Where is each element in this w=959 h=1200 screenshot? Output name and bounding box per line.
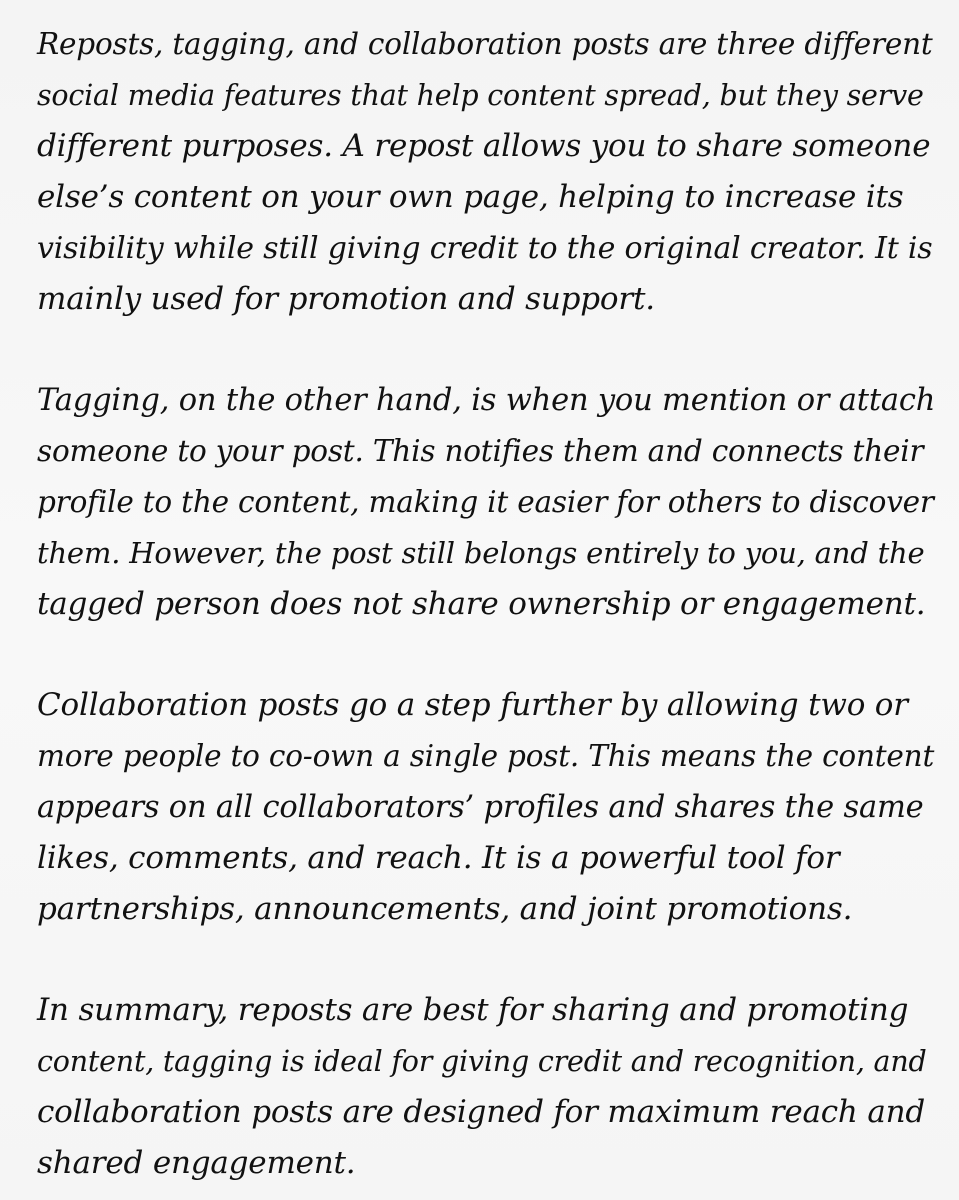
text-line: tagged person does not share ownership or engagement. xyxy=(37,586,926,622)
text-line: more people to co-own a single post. This means the content xyxy=(37,739,935,773)
paragraph-reposts xyxy=(37,19,937,325)
paragraph-summary xyxy=(37,985,937,1189)
text-line: them. However, the post still belongs entirely to you, and the xyxy=(37,536,925,570)
text-line: Reposts, tagging, and collaboration posts are three different xyxy=(37,27,933,61)
paragraph-tagging xyxy=(37,375,937,630)
document-body xyxy=(37,19,937,1189)
text-line: visibility while still giving credit to the original creator. It is xyxy=(37,231,933,266)
text-line: likes, comments, and reach. It is a powerful tool for xyxy=(37,840,840,876)
text-line: mainly used for promotion and support. xyxy=(37,281,655,317)
paragraph-collaboration xyxy=(37,680,937,935)
text-line: In summary, reposts are best for sharing and promoting xyxy=(37,992,909,1028)
text-line: content, tagging is ideal for giving credit and recognition, and xyxy=(37,1045,927,1078)
text-line: social media features that help content spread, but they serve xyxy=(37,79,924,112)
text-line: Tagging, on the other hand, is when you mention or attach xyxy=(37,383,936,418)
paragraph-spacer xyxy=(37,630,937,680)
paragraph-spacer xyxy=(37,935,937,985)
text-line: shared engagement. xyxy=(37,1145,356,1181)
text-line: different purposes. A repost allows you to share someone xyxy=(37,128,931,164)
text-line: collaboration posts are designed for maximum reach and xyxy=(37,1094,926,1130)
text-line: Collaboration posts go a step further by allowing two or xyxy=(37,687,908,723)
text-line: appears on all collaborators’ profiles and shares the same xyxy=(37,790,924,825)
text-line: profile to the content, making it easier for others to discover xyxy=(37,485,934,519)
paragraph-spacer xyxy=(37,325,937,375)
text-line: partnerships, announcements, and joint promotions. xyxy=(37,891,853,927)
text-line: else’s content on your own page, helping to increase its xyxy=(37,179,904,215)
text-line: someone to your post. This notifies them and connects their xyxy=(37,434,924,468)
